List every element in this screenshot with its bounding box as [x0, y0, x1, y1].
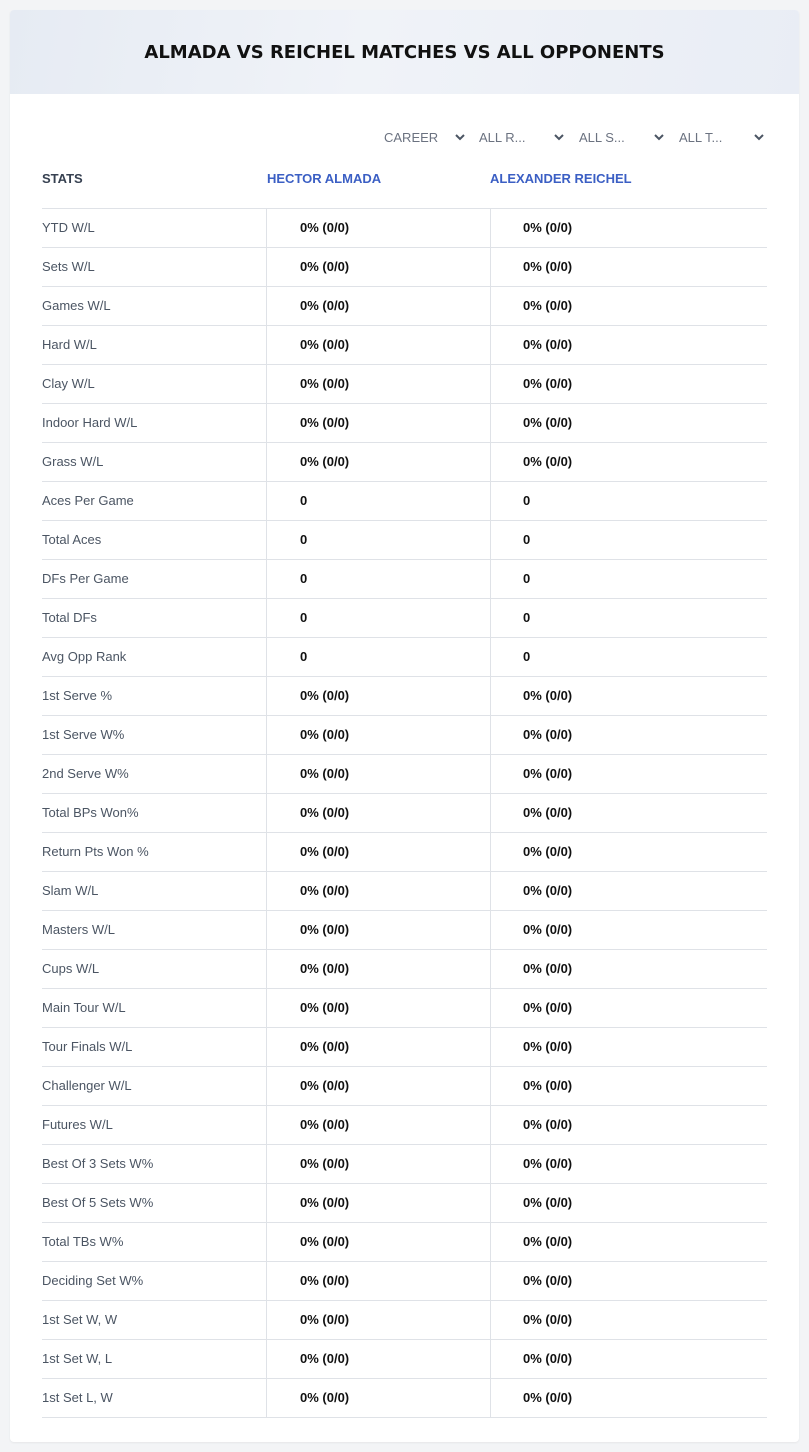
player1-value: 0% (0/0)	[266, 911, 490, 949]
stat-label: Grass W/L	[42, 454, 104, 469]
player1-value: 0	[266, 599, 490, 637]
table-row	[42, 1379, 767, 1418]
filter-period-select[interactable]	[384, 126, 466, 148]
table-row	[42, 521, 767, 560]
player2-value: 0% (0/0)	[490, 404, 767, 442]
table-row	[42, 833, 767, 872]
table-row	[42, 560, 767, 599]
column-header-player2-link[interactable]: ALEXANDER REICHEL	[490, 171, 632, 186]
player2-value: 0% (0/0)	[490, 287, 767, 325]
chevron-down-icon	[454, 131, 466, 143]
stat-label: Avg Opp Rank	[42, 649, 127, 664]
stat-label: Aces Per Game	[42, 493, 134, 508]
stat-label: 1st Set W, L	[42, 1351, 113, 1366]
player2-value: 0	[490, 482, 767, 520]
stat-label: Total Aces	[42, 532, 102, 547]
table-row	[42, 1067, 767, 1106]
player1-value: 0% (0/0)	[266, 950, 490, 988]
player2-value: 0% (0/0)	[490, 326, 767, 364]
player2-value: 0% (0/0)	[490, 1106, 767, 1144]
stat-label: Indoor Hard W/L	[42, 415, 138, 430]
player2-value: 0% (0/0)	[490, 755, 767, 793]
table-row	[42, 365, 767, 404]
stat-label: Best Of 3 Sets W%	[42, 1156, 154, 1171]
table-row	[42, 1340, 767, 1379]
chevron-down-icon	[753, 131, 765, 143]
player1-value: 0% (0/0)	[266, 248, 490, 286]
player2-value: 0% (0/0)	[490, 443, 767, 481]
stat-label: Games W/L	[42, 298, 111, 313]
player2-value: 0	[490, 560, 767, 598]
stat-label: Tour Finals W/L	[42, 1039, 133, 1054]
table-row	[42, 443, 767, 482]
table-row	[42, 716, 767, 755]
table-row	[42, 248, 767, 287]
stat-label: Cups W/L	[42, 961, 100, 976]
stat-label: Masters W/L	[42, 922, 115, 937]
player1-value: 0	[266, 482, 490, 520]
player2-value: 0% (0/0)	[490, 1067, 767, 1105]
player1-value: 0% (0/0)	[266, 1262, 490, 1300]
player2-value: 0% (0/0)	[490, 365, 767, 403]
table-row	[42, 209, 767, 248]
stat-label: 1st Set L, W	[42, 1390, 113, 1405]
player1-value: 0% (0/0)	[266, 755, 490, 793]
player2-value: 0% (0/0)	[490, 911, 767, 949]
stat-label: Total DFs	[42, 610, 97, 625]
stat-label: 1st Serve W%	[42, 727, 125, 742]
player2-value: 0% (0/0)	[490, 1184, 767, 1222]
player1-value: 0% (0/0)	[266, 443, 490, 481]
player1-value: 0% (0/0)	[266, 326, 490, 364]
player1-value: 0% (0/0)	[266, 1340, 490, 1378]
player2-value: 0% (0/0)	[490, 950, 767, 988]
player2-value: 0% (0/0)	[490, 1379, 767, 1417]
player2-value: 0% (0/0)	[490, 209, 767, 247]
stat-label: YTD W/L	[42, 220, 95, 235]
table-row	[42, 638, 767, 677]
player1-value: 0% (0/0)	[266, 677, 490, 715]
table-row	[42, 1028, 767, 1067]
player2-value: 0% (0/0)	[490, 794, 767, 832]
player1-value: 0% (0/0)	[266, 1028, 490, 1066]
chevron-down-icon	[653, 131, 665, 143]
table-row	[42, 1184, 767, 1223]
filter-round-value: ALL R...	[479, 129, 526, 145]
player1-value: 0% (0/0)	[266, 404, 490, 442]
table-row	[42, 755, 767, 794]
player1-value: 0% (0/0)	[266, 1145, 490, 1183]
stat-label: Total BPs Won%	[42, 805, 139, 820]
table-row	[42, 1106, 767, 1145]
player2-value: 0% (0/0)	[490, 1028, 767, 1066]
player1-value: 0% (0/0)	[266, 209, 490, 247]
stat-label: Challenger W/L	[42, 1078, 132, 1093]
player2-value: 0% (0/0)	[490, 989, 767, 1027]
filter-round-select[interactable]	[479, 126, 565, 148]
stat-label: Main Tour W/L	[42, 1000, 126, 1015]
table-row	[42, 287, 767, 326]
player2-value: 0	[490, 521, 767, 559]
column-header-stats: STATS	[42, 171, 83, 186]
player2-value: 0% (0/0)	[490, 1145, 767, 1183]
player1-value: 0% (0/0)	[266, 794, 490, 832]
stat-label: Best Of 5 Sets W%	[42, 1195, 154, 1210]
chevron-down-icon	[553, 131, 565, 143]
filter-surface-select[interactable]	[579, 126, 665, 148]
player2-value: 0% (0/0)	[490, 677, 767, 715]
stat-label: Clay W/L	[42, 376, 95, 391]
stat-label: 2nd Serve W%	[42, 766, 129, 781]
stat-label: Sets W/L	[42, 259, 95, 274]
player2-value: 0	[490, 638, 767, 676]
stat-label: Deciding Set W%	[42, 1273, 144, 1288]
player1-value: 0	[266, 521, 490, 559]
filter-surface-value: ALL S...	[579, 129, 625, 145]
player1-value: 0% (0/0)	[266, 1223, 490, 1261]
filter-period-value: CAREER	[384, 129, 439, 145]
player1-value: 0% (0/0)	[266, 365, 490, 403]
table-row	[42, 482, 767, 521]
stat-label: 1st Set W, W	[42, 1312, 118, 1327]
player2-value: 0% (0/0)	[490, 248, 767, 286]
stat-label: Futures W/L	[42, 1117, 113, 1132]
player1-value: 0	[266, 638, 490, 676]
table-row	[42, 794, 767, 833]
stat-label: 1st Serve %	[42, 688, 113, 703]
table-row	[42, 599, 767, 638]
player2-value: 0% (0/0)	[490, 1262, 767, 1300]
player1-value: 0% (0/0)	[266, 872, 490, 910]
stats-card	[10, 10, 799, 1442]
filter-tournament-value: ALL T...	[679, 129, 723, 145]
player2-value: 0% (0/0)	[490, 1223, 767, 1261]
stat-label: Return Pts Won %	[42, 844, 149, 859]
player1-value: 0% (0/0)	[266, 1184, 490, 1222]
table-header	[42, 170, 767, 208]
table-row	[42, 950, 767, 989]
table-row	[42, 872, 767, 911]
player2-value: 0% (0/0)	[490, 1340, 767, 1378]
column-header-player1-link[interactable]: HECTOR ALMADA	[267, 171, 382, 186]
table-row	[42, 1223, 767, 1262]
filter-bar	[10, 126, 799, 148]
filter-tournament-select[interactable]	[679, 126, 765, 148]
player1-value: 0% (0/0)	[266, 1379, 490, 1417]
table-row	[42, 989, 767, 1028]
player1-value: 0% (0/0)	[266, 833, 490, 871]
player2-value: 0% (0/0)	[490, 716, 767, 754]
player1-value: 0% (0/0)	[266, 1301, 490, 1339]
table-row	[42, 911, 767, 950]
page-title: ALMADA VS REICHEL MATCHES VS ALL OPPONENTS	[144, 41, 665, 63]
table-row	[42, 1301, 767, 1340]
stat-label: Hard W/L	[42, 337, 97, 352]
player1-value: 0% (0/0)	[266, 1106, 490, 1144]
stat-label: DFs Per Game	[42, 571, 129, 586]
player1-value: 0% (0/0)	[266, 989, 490, 1027]
table-row	[42, 1145, 767, 1184]
table-row	[42, 326, 767, 365]
player2-value: 0% (0/0)	[490, 833, 767, 871]
table-row	[42, 677, 767, 716]
card-header	[10, 10, 799, 94]
player1-value: 0% (0/0)	[266, 287, 490, 325]
player1-value: 0	[266, 560, 490, 598]
player2-value: 0% (0/0)	[490, 872, 767, 910]
table-row	[42, 1262, 767, 1301]
stat-label: Slam W/L	[42, 883, 99, 898]
table-row	[42, 404, 767, 443]
stat-label: Total TBs W%	[42, 1234, 124, 1249]
player2-value: 0	[490, 599, 767, 637]
player1-value: 0% (0/0)	[266, 1067, 490, 1105]
player1-value: 0% (0/0)	[266, 716, 490, 754]
player2-value: 0% (0/0)	[490, 1301, 767, 1339]
stats-table-body	[42, 208, 767, 1418]
